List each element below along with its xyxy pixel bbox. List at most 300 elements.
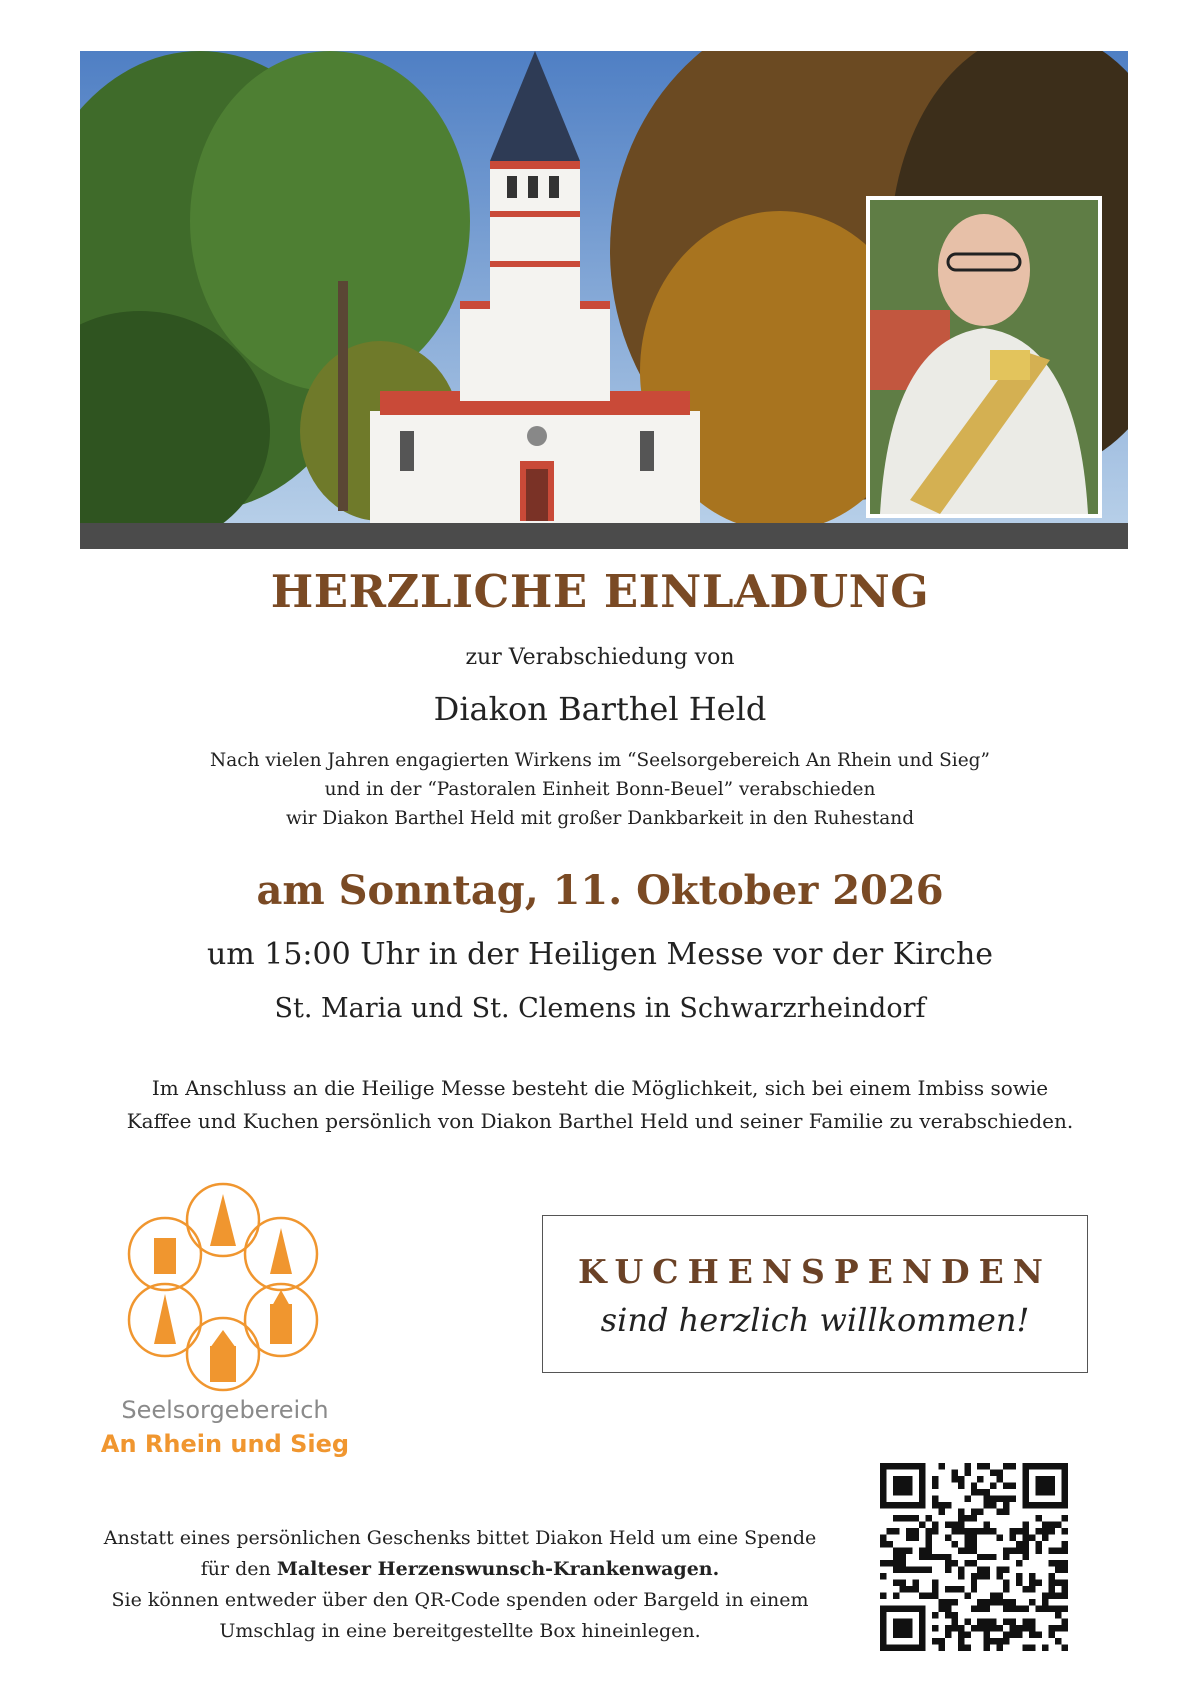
qr-module bbox=[964, 1469, 970, 1475]
qr-module bbox=[958, 1645, 964, 1651]
qr-module bbox=[945, 1560, 951, 1566]
qr-module bbox=[1042, 1645, 1048, 1651]
qr-module bbox=[925, 1593, 931, 1599]
qr-module bbox=[1023, 1541, 1029, 1547]
qr-module bbox=[951, 1625, 957, 1631]
qr-module bbox=[997, 1599, 1003, 1605]
qr-module bbox=[990, 1593, 996, 1599]
qr-module bbox=[938, 1599, 944, 1605]
note-prefix: für den bbox=[200, 1558, 277, 1580]
qr-module bbox=[1016, 1541, 1022, 1547]
qr-module bbox=[1016, 1547, 1022, 1553]
qr-module bbox=[964, 1495, 970, 1501]
qr-module bbox=[1029, 1580, 1035, 1586]
qr-module bbox=[1062, 1528, 1068, 1534]
qr-module bbox=[997, 1495, 1003, 1501]
qr-module bbox=[971, 1508, 977, 1514]
qr-module bbox=[951, 1560, 957, 1566]
qr-module bbox=[977, 1489, 983, 1495]
intro-line: wir Diakon Barthel Held mit großer Dankbarkeit in den Ruhestand bbox=[285, 808, 915, 829]
qr-module bbox=[932, 1554, 938, 1560]
qr-module bbox=[958, 1476, 964, 1482]
qr-module bbox=[945, 1502, 951, 1508]
qr-module bbox=[919, 1521, 925, 1527]
qr-module bbox=[932, 1482, 938, 1488]
qr-module bbox=[990, 1599, 996, 1605]
qr-module bbox=[1049, 1580, 1055, 1586]
qr-module bbox=[1062, 1586, 1068, 1592]
qr-module bbox=[1055, 1547, 1061, 1553]
qr-module bbox=[1010, 1632, 1016, 1638]
intro-line: Nach vielen Jahren engagierten Wirkens im “Seelsorgebereich An Rhein und Sieg” bbox=[210, 750, 990, 771]
qr-module bbox=[1049, 1521, 1055, 1527]
qr-module bbox=[958, 1638, 964, 1644]
qr-module bbox=[958, 1521, 964, 1527]
qr-module bbox=[1049, 1593, 1055, 1599]
qr-module bbox=[984, 1638, 990, 1644]
qr-module bbox=[984, 1521, 990, 1527]
qr-module bbox=[880, 1534, 886, 1540]
qr-module bbox=[1055, 1560, 1061, 1566]
qr-module bbox=[932, 1612, 938, 1618]
qr-module bbox=[971, 1573, 977, 1579]
qr-module bbox=[1062, 1645, 1068, 1651]
qr-module bbox=[964, 1619, 970, 1625]
qr-module bbox=[997, 1476, 1003, 1482]
qr-module bbox=[1055, 1593, 1061, 1599]
qr-module bbox=[977, 1599, 983, 1605]
qr-module bbox=[945, 1606, 951, 1612]
qr-module bbox=[1062, 1619, 1068, 1625]
qr-module bbox=[945, 1567, 951, 1573]
qr-module bbox=[964, 1541, 970, 1547]
qr-module bbox=[984, 1567, 990, 1573]
qr-module bbox=[880, 1573, 886, 1579]
qr-module bbox=[1010, 1534, 1016, 1540]
qr-module bbox=[893, 1515, 899, 1521]
qr-module bbox=[906, 1547, 912, 1553]
qr-module bbox=[945, 1612, 951, 1618]
qr-module bbox=[880, 1593, 886, 1599]
qr-module bbox=[1023, 1619, 1029, 1625]
qr-module bbox=[951, 1619, 957, 1625]
donation-box bbox=[542, 1215, 1088, 1373]
qr-module bbox=[1016, 1632, 1022, 1638]
qr-module bbox=[1055, 1612, 1061, 1618]
qr-module bbox=[997, 1508, 1003, 1514]
qr-module bbox=[971, 1547, 977, 1553]
qr-module bbox=[893, 1528, 899, 1534]
donation-text: sind herzlich willkommen! bbox=[600, 1301, 1030, 1339]
qr-module bbox=[1016, 1625, 1022, 1631]
qr-module bbox=[977, 1619, 983, 1625]
qr-module bbox=[906, 1567, 912, 1573]
event-place: St. Maria und St. Clemens in Schwarzrheindorf bbox=[274, 993, 926, 1024]
qr-module bbox=[997, 1573, 1003, 1579]
qr-module bbox=[977, 1573, 983, 1579]
intro-line: und in der “Pastoralen Einheit Bonn-Beuel” verabschieden bbox=[324, 779, 876, 800]
logo-text-line2: An Rhein und Sieg bbox=[100, 1430, 350, 1458]
qr-module bbox=[932, 1502, 938, 1508]
qr-module bbox=[1062, 1625, 1068, 1631]
qr-module bbox=[958, 1632, 964, 1638]
qr-module bbox=[971, 1528, 977, 1534]
qr-module bbox=[893, 1560, 899, 1566]
qr-module bbox=[951, 1476, 957, 1482]
qr-module bbox=[938, 1554, 944, 1560]
qr-module bbox=[977, 1528, 983, 1534]
qr-module bbox=[1023, 1606, 1029, 1612]
seelsorgebereich-logo bbox=[118, 1182, 328, 1392]
qr-module bbox=[951, 1541, 957, 1547]
qr-module bbox=[977, 1625, 983, 1631]
qr-module bbox=[945, 1554, 951, 1560]
qr-module bbox=[945, 1521, 951, 1527]
qr-module bbox=[1016, 1573, 1022, 1579]
qr-module bbox=[880, 1541, 886, 1547]
qr-module bbox=[1003, 1619, 1009, 1625]
qr-module bbox=[1062, 1567, 1068, 1573]
qr-module bbox=[1029, 1645, 1035, 1651]
qr-module bbox=[997, 1625, 1003, 1631]
qr-module bbox=[945, 1599, 951, 1605]
note-line: Anstatt eines persönlichen Geschenks bittet Diakon Held um eine Spende bbox=[103, 1527, 817, 1549]
qr-module bbox=[984, 1463, 990, 1469]
event-time: um 15:00 Uhr in der Heiligen Messe vor der Kirche bbox=[206, 937, 994, 972]
qr-module bbox=[1062, 1560, 1068, 1566]
qr-module bbox=[1023, 1625, 1029, 1631]
qr-module bbox=[958, 1567, 964, 1573]
qr-module bbox=[997, 1567, 1003, 1573]
note-bold: Malteser Herzenswunsch-Krankenwagen. bbox=[276, 1558, 720, 1580]
qr-module bbox=[932, 1586, 938, 1592]
qr-module bbox=[1010, 1495, 1016, 1501]
qr-module bbox=[958, 1528, 964, 1534]
qr-module bbox=[1049, 1625, 1055, 1631]
qr-module bbox=[1003, 1606, 1009, 1612]
qr-module bbox=[984, 1599, 990, 1605]
qr-module bbox=[1029, 1625, 1035, 1631]
qr-module bbox=[938, 1508, 944, 1514]
qr-module bbox=[1029, 1534, 1035, 1540]
qr-module bbox=[971, 1606, 977, 1612]
qr-module bbox=[964, 1593, 970, 1599]
qr-module bbox=[951, 1612, 957, 1618]
qr-module bbox=[1023, 1554, 1029, 1560]
qr-module bbox=[899, 1554, 905, 1560]
qr-module bbox=[1036, 1547, 1042, 1553]
qr-module bbox=[932, 1593, 938, 1599]
qr-module bbox=[1055, 1580, 1061, 1586]
after-line: Im Anschluss an die Heilige Messe besteht die Möglichkeit, sich bei einem Imbiss sowie bbox=[151, 1076, 1049, 1100]
qr-module bbox=[1010, 1482, 1016, 1488]
qr-module bbox=[1062, 1580, 1068, 1586]
qr-module bbox=[899, 1580, 905, 1586]
qr-module bbox=[997, 1645, 1003, 1651]
qr-module bbox=[938, 1502, 944, 1508]
qr-module bbox=[951, 1586, 957, 1592]
qr-module bbox=[984, 1528, 990, 1534]
qr-module bbox=[977, 1606, 983, 1612]
qr-module bbox=[1062, 1547, 1068, 1553]
qr-module bbox=[925, 1541, 931, 1547]
qr-module bbox=[1036, 1528, 1042, 1534]
qr-module bbox=[880, 1560, 886, 1566]
qr-module bbox=[1023, 1645, 1029, 1651]
qr-module bbox=[1003, 1495, 1009, 1501]
qr-module bbox=[899, 1567, 905, 1573]
qr-module bbox=[1062, 1606, 1068, 1612]
qr-module bbox=[945, 1534, 951, 1540]
qr-module bbox=[899, 1547, 905, 1553]
qr-module bbox=[964, 1547, 970, 1553]
qr-module bbox=[906, 1586, 912, 1592]
qr-module bbox=[971, 1515, 977, 1521]
qr-module bbox=[919, 1593, 925, 1599]
qr-module bbox=[1003, 1554, 1009, 1560]
qr-code[interactable] bbox=[880, 1463, 1068, 1651]
event-date: am Sonntag, 11. Oktober 2026 bbox=[256, 867, 944, 914]
qr-module bbox=[977, 1554, 983, 1560]
qr-module bbox=[990, 1554, 996, 1560]
qr-module bbox=[1062, 1593, 1068, 1599]
qr-module bbox=[977, 1476, 983, 1482]
qr-module bbox=[1062, 1541, 1068, 1547]
intro-text bbox=[0, 746, 1200, 833]
qr-module bbox=[1003, 1632, 1009, 1638]
qr-module bbox=[1029, 1573, 1035, 1579]
qr-module bbox=[984, 1554, 990, 1560]
qr-module bbox=[951, 1599, 957, 1605]
qr-module bbox=[893, 1547, 899, 1553]
qr-module bbox=[1049, 1632, 1055, 1638]
note-line: Sie können entweder über den QR-Code spenden oder Bargeld in einem bbox=[111, 1589, 809, 1611]
qr-module bbox=[971, 1560, 977, 1566]
qr-module bbox=[958, 1482, 964, 1488]
qr-module bbox=[958, 1586, 964, 1592]
qr-module bbox=[932, 1625, 938, 1631]
qr-module bbox=[1029, 1632, 1035, 1638]
qr-module bbox=[1023, 1534, 1029, 1540]
church-photo bbox=[80, 51, 1128, 549]
qr-module bbox=[958, 1508, 964, 1514]
qr-module bbox=[958, 1515, 964, 1521]
qr-module bbox=[971, 1580, 977, 1586]
qr-module bbox=[1010, 1619, 1016, 1625]
qr-module bbox=[1010, 1625, 1016, 1631]
qr-module bbox=[951, 1469, 957, 1475]
qr-module bbox=[932, 1495, 938, 1501]
qr-module bbox=[958, 1573, 964, 1579]
qr-module bbox=[990, 1625, 996, 1631]
qr-module bbox=[945, 1586, 951, 1592]
qr-module bbox=[925, 1554, 931, 1560]
portrait-illustration bbox=[870, 200, 1098, 514]
qr-module bbox=[1003, 1638, 1009, 1644]
qr-module bbox=[912, 1586, 918, 1592]
qr-module bbox=[899, 1515, 905, 1521]
qr-module bbox=[1016, 1580, 1022, 1586]
qr-module bbox=[925, 1547, 931, 1553]
qr-module bbox=[1003, 1586, 1009, 1592]
qr-module bbox=[1023, 1521, 1029, 1527]
qr-module bbox=[1003, 1547, 1009, 1553]
page-title: HERZLICHE EINLADUNG bbox=[270, 565, 930, 618]
qr-module bbox=[912, 1515, 918, 1521]
qr-module bbox=[1010, 1599, 1016, 1605]
donation-heading: KUCHENSPENDEN bbox=[578, 1252, 1052, 1291]
qr-module bbox=[938, 1606, 944, 1612]
qr-module bbox=[984, 1495, 990, 1501]
qr-module bbox=[1029, 1586, 1035, 1592]
qr-module bbox=[899, 1560, 905, 1566]
qr-module bbox=[938, 1645, 944, 1651]
qr-module bbox=[886, 1528, 892, 1534]
qr-module bbox=[906, 1534, 912, 1540]
qr-module bbox=[1055, 1606, 1061, 1612]
qr-module bbox=[964, 1560, 970, 1566]
qr-module bbox=[1049, 1547, 1055, 1553]
qr-module bbox=[958, 1625, 964, 1631]
qr-module bbox=[893, 1554, 899, 1560]
qr-module bbox=[1023, 1547, 1029, 1553]
qr-module bbox=[990, 1619, 996, 1625]
qr-module bbox=[1062, 1515, 1068, 1521]
qr-module bbox=[1003, 1580, 1009, 1586]
qr-module bbox=[1003, 1567, 1009, 1573]
qr-module bbox=[1016, 1606, 1022, 1612]
qr-module bbox=[1036, 1606, 1042, 1612]
qr-module bbox=[925, 1515, 931, 1521]
qr-module bbox=[919, 1554, 925, 1560]
qr-module bbox=[932, 1476, 938, 1482]
qr-module bbox=[1036, 1632, 1042, 1638]
qr-module bbox=[964, 1645, 970, 1651]
qr-module bbox=[971, 1489, 977, 1495]
qr-module bbox=[977, 1463, 983, 1469]
qr-module bbox=[971, 1586, 977, 1592]
qr-module bbox=[1042, 1521, 1048, 1527]
qr-module bbox=[1003, 1502, 1009, 1508]
donation-note bbox=[90, 1523, 830, 1647]
qr-module bbox=[925, 1528, 931, 1534]
qr-module bbox=[977, 1567, 983, 1573]
qr-module bbox=[1003, 1599, 1009, 1605]
qr-module bbox=[1023, 1586, 1029, 1592]
qr-module bbox=[984, 1502, 990, 1508]
qr-module bbox=[1003, 1508, 1009, 1514]
qr-module bbox=[886, 1541, 892, 1547]
qr-module bbox=[1003, 1463, 1009, 1469]
qr-module bbox=[1023, 1528, 1029, 1534]
qr-module bbox=[919, 1547, 925, 1553]
qr-module bbox=[1049, 1606, 1055, 1612]
qr-module bbox=[886, 1560, 892, 1566]
qr-module bbox=[932, 1580, 938, 1586]
qr-module bbox=[932, 1521, 938, 1527]
qr-module bbox=[1042, 1528, 1048, 1534]
qr-module bbox=[1029, 1619, 1035, 1625]
qr-module bbox=[984, 1619, 990, 1625]
qr-module bbox=[958, 1547, 964, 1553]
qr-module bbox=[971, 1482, 977, 1488]
qr-module bbox=[945, 1625, 951, 1631]
qr-module bbox=[990, 1495, 996, 1501]
qr-module bbox=[938, 1463, 944, 1469]
qr-module bbox=[984, 1645, 990, 1651]
qr-module bbox=[912, 1534, 918, 1540]
qr-module bbox=[990, 1469, 996, 1475]
qr-module bbox=[925, 1567, 931, 1573]
qr-module bbox=[1042, 1606, 1048, 1612]
qr-module bbox=[971, 1541, 977, 1547]
qr-module bbox=[1049, 1528, 1055, 1534]
qr-module bbox=[1042, 1599, 1048, 1605]
qr-module bbox=[984, 1625, 990, 1631]
qr-module bbox=[971, 1625, 977, 1631]
qr-module bbox=[964, 1632, 970, 1638]
qr-module bbox=[964, 1515, 970, 1521]
qr-module bbox=[1010, 1463, 1016, 1469]
qr-module bbox=[893, 1593, 899, 1599]
qr-module bbox=[971, 1534, 977, 1540]
qr-module bbox=[1055, 1567, 1061, 1573]
qr-module bbox=[1055, 1521, 1061, 1527]
qr-module bbox=[1055, 1625, 1061, 1631]
qr-module bbox=[990, 1638, 996, 1644]
subtitle: zur Verabschiedung von bbox=[465, 645, 735, 670]
honoree-name: Diakon Barthel Held bbox=[433, 690, 767, 728]
qr-module bbox=[984, 1573, 990, 1579]
qr-module bbox=[984, 1606, 990, 1612]
qr-module bbox=[1036, 1515, 1042, 1521]
qr-module bbox=[919, 1567, 925, 1573]
qr-module bbox=[906, 1528, 912, 1534]
qr-module bbox=[984, 1632, 990, 1638]
logo-text-line1: Seelsorgebereich bbox=[121, 1396, 329, 1424]
qr-module bbox=[1042, 1534, 1048, 1540]
qr-module bbox=[990, 1502, 996, 1508]
qr-module bbox=[912, 1528, 918, 1534]
qr-module bbox=[977, 1508, 983, 1514]
qr-module bbox=[997, 1534, 1003, 1540]
qr-module bbox=[932, 1528, 938, 1534]
qr-module bbox=[1036, 1580, 1042, 1586]
qr-module bbox=[945, 1632, 951, 1638]
qr-module bbox=[912, 1567, 918, 1573]
qr-module bbox=[1010, 1528, 1016, 1534]
after-text bbox=[0, 1072, 1200, 1138]
qr-module bbox=[964, 1528, 970, 1534]
note-line: Umschlag in eine bereitgestellte Box hineinlegen. bbox=[219, 1620, 701, 1642]
qr-module bbox=[951, 1521, 957, 1527]
qr-module bbox=[932, 1638, 938, 1644]
qr-module bbox=[1049, 1560, 1055, 1566]
qr-module bbox=[990, 1528, 996, 1534]
qr-module bbox=[997, 1593, 1003, 1599]
qr-module bbox=[1010, 1606, 1016, 1612]
qr-module bbox=[1042, 1593, 1048, 1599]
qr-module bbox=[1055, 1638, 1061, 1644]
qr-module bbox=[1003, 1482, 1009, 1488]
qr-module bbox=[1029, 1599, 1035, 1605]
qr-module bbox=[925, 1534, 931, 1540]
qr-module bbox=[964, 1463, 970, 1469]
qr-module bbox=[951, 1528, 957, 1534]
qr-module bbox=[938, 1638, 944, 1644]
qr-module bbox=[893, 1580, 899, 1586]
qr-module bbox=[1049, 1586, 1055, 1592]
